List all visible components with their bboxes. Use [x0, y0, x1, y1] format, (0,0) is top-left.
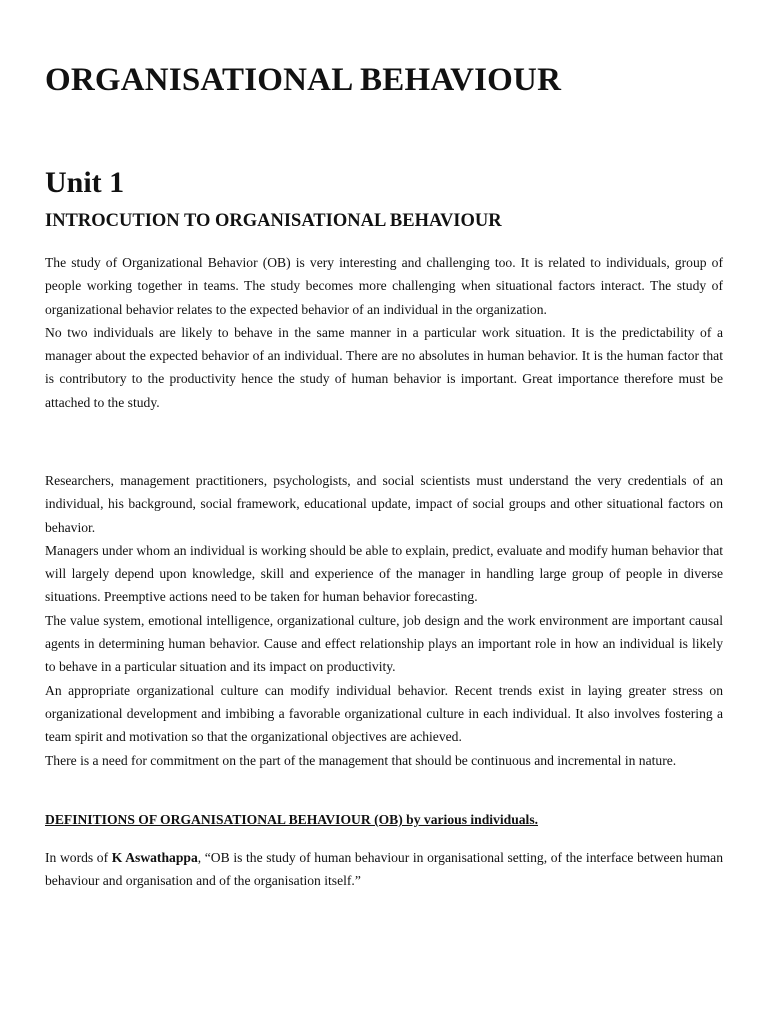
definitions-heading: DEFINITIONS OF ORGANISATIONAL BEHAVIOUR (OB) by various individuals.	[45, 812, 539, 827]
section-heading: INTROCUTION TO ORGANISATIONAL BEHAVIOUR	[45, 211, 502, 231]
definition-author: K Aswathappa	[111, 850, 198, 865]
definition-prefix: In words of	[45, 850, 112, 865]
paragraph: The study of Organizational Behavior (OB) is very interesting and challenging too. It is related to individuals, group of people working together in teams. The study becomes more challenging when situational factors interact. The study of organizational behavior relates to the expected behavior of an individual in the organization.	[45, 255, 723, 317]
document-title: ORGANISATIONAL BEHAVIOUR	[45, 62, 562, 98]
definition-paragraph	[45, 846, 723, 893]
paragraph: An appropriate organizational culture can modify individual behavior. Recent trends exist in laying greater stress on organizational development and imbibing a favorable organizational culture in each individual. It also involves fostering a team spirit and motivation so that the organizational objectives are achieved.	[45, 682, 723, 745]
paragraph: Researchers, management practitioners, psychologists, and social scientists must understand the very credentials of an individual, his background, social framework, educational update, impact of social groups and other situational factors on behavior.	[45, 473, 723, 535]
paragraph: Managers under whom an individual is working should be able to explain, predict, evaluate and modify human behavior that will largely depend upon knowledge, skill and experience of the manager in handling large group of people in diverse situations. Preemptive actions need to be taken for human behavior forecasting.	[45, 542, 724, 605]
intro-text-block	[45, 251, 723, 414]
unit-heading: Unit 1	[45, 166, 125, 199]
paragraph: No two individuals are likely to behave in the same manner in a particular work situation. It is the predictability of a manager about the expected behavior of an individual. There are no absolutes in human behavior. It is the human factor that is contributory to the productivity hence the study of human behavior is important. Great importance therefore must be attached to the study.	[45, 324, 723, 410]
body-text-block	[45, 469, 723, 772]
definition-text: , “OB is the study of human behaviour in organisational setting, of the interface between human behaviour and organisation and of the organisation itself.”	[45, 850, 724, 889]
paragraph: There is a need for commitment on the part of the management that should be continuous and incremental in nature.	[45, 752, 677, 768]
definition-block	[45, 846, 723, 893]
paragraph: The value system, emotional intelligence, organizational culture, job design and the work environment are important causal agents in determining human behavior. Cause and effect relationship plays an important role in how an individual is likely to behave in a particular situation and its impact on productivity.	[45, 612, 723, 675]
